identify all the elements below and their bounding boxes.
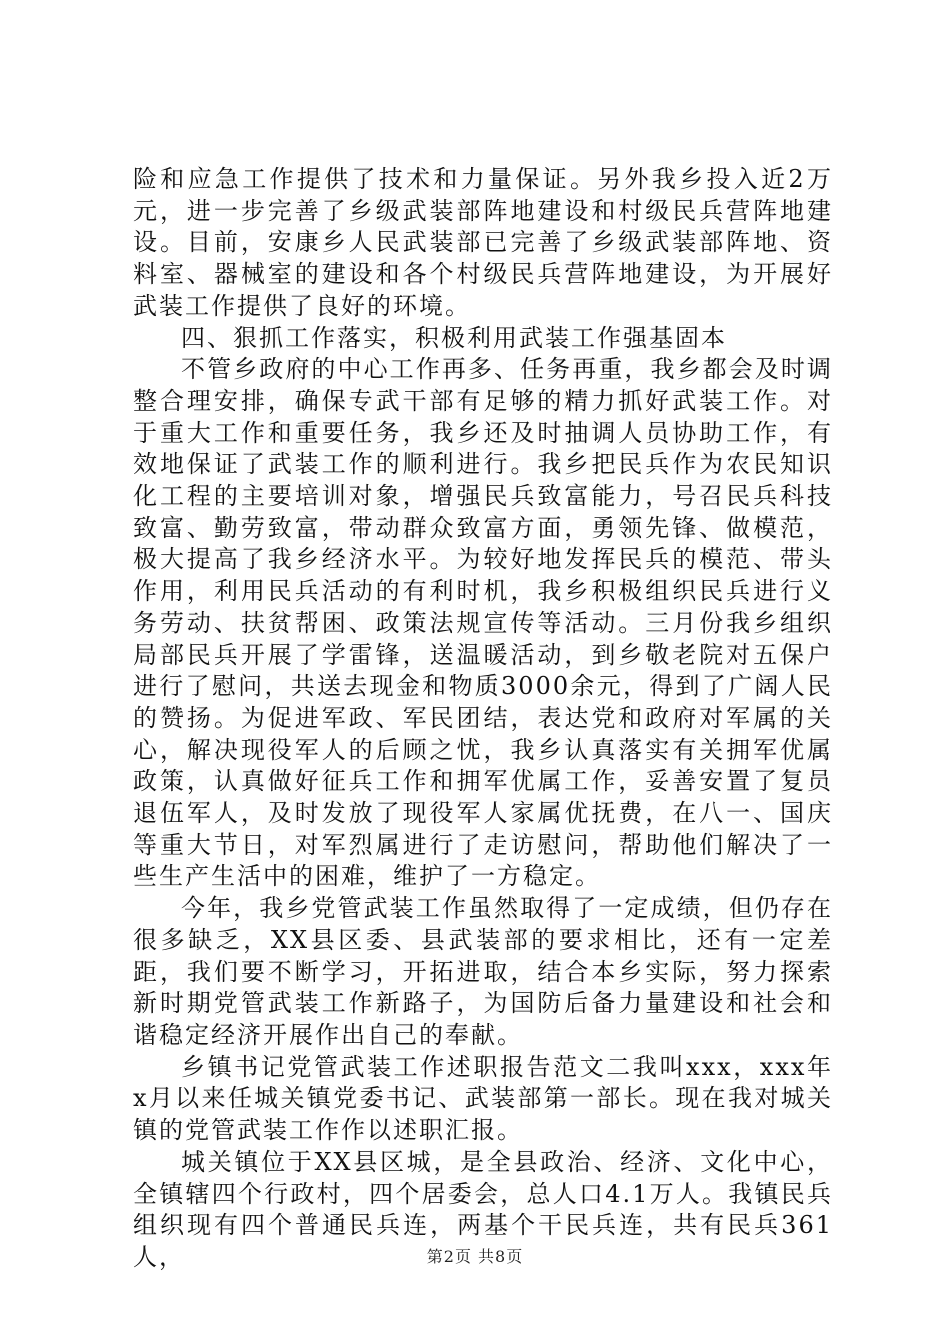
page-number-footer: 第2页 共8页 [426,1247,524,1266]
section-heading: 四、狠抓工作落实，积极利用武装工作强基固本 [181,323,727,352]
paragraph-continuation: 险和应急工作提供了技术和力量保证。另外我乡投入近2万元，进一步完善了乡级武装部阵地建设和村级民兵营阵地建设。目前，安康乡人民武装部已完善了乡级武装部阵地、资料室、器械室的建设和各个村级民兵营阵地建设，为开展好武装工作提供了良好的环境。 [133,165,833,320]
paragraph: 乡镇书记党管武装工作述职报告范文二我叫xxx，xxx年x月以来任城关镇党委书记、武装部第一部长。现在我对城关镇的党管武装工作作以述职汇报。 [133,1052,833,1145]
paragraph: 不管乡政府的中心工作再多、任务再重，我乡都会及时调整合理安排，确保专武干部有足够的精力抓好武装工作。对于重大工作和重要任务，我乡还及时抽调人员协助工作，有效地保证了武装工作的顺利进行。我乡把民兵作为农民知识化工程的主要培训对象，增强民兵致富能力，号召民兵科技致富、勤劳致富，带动群众致富方面，勇领先锋、做模范，极大提高了我乡经济水平。为较好地发挥民兵的模范、带头作用，利用民兵活动的有利时机，我乡积极组织民兵进行义务劳动、扶贫帮困、政策法规宣传等活动。三月份我乡组织局部民兵开展了学雷锋，送温暖活动，到乡敬老院对五保户进行了慰问，共送去现金和物质3000余元，得到了广阔人民的赞扬。为促进军政、军民团结，表达党和政府对军属的关心，解决现役军人的后顾之忧，我乡认真落实有关拥军优属政策，认真做好征兵工作和拥军优属工作，妥善安置了复员退伍军人，及时发放了现役军人家属优抚费，在八一、国庆等重大节日，对军烈属进行了走访慰问，帮助他们解决了一些生产生活中的困难，维护了一方稳定。 [133,355,833,891]
paragraph: 城关镇位于XX县区城，是全县政治、经济、文化中心，全镇辖四个行政村，四个居委会，总人口4.1万人。我镇民兵组织现有四个普通民兵连，两基个干民兵连，共有民兵361人， [133,1147,833,1271]
paragraph: 今年，我乡党管武装工作虽然取得了一定成绩，但仍存在很多缺乏，XX县区委、县武装部的要求相比，还有一定差距，我们要不断学习，开拓进取，结合本乡实际，努力探索新时期党管武装工作新路子，为国防后备力量建设和社会和谐稳定经济开展作出自己的奉献。 [133,894,833,1049]
document-body [133,164,833,1274]
